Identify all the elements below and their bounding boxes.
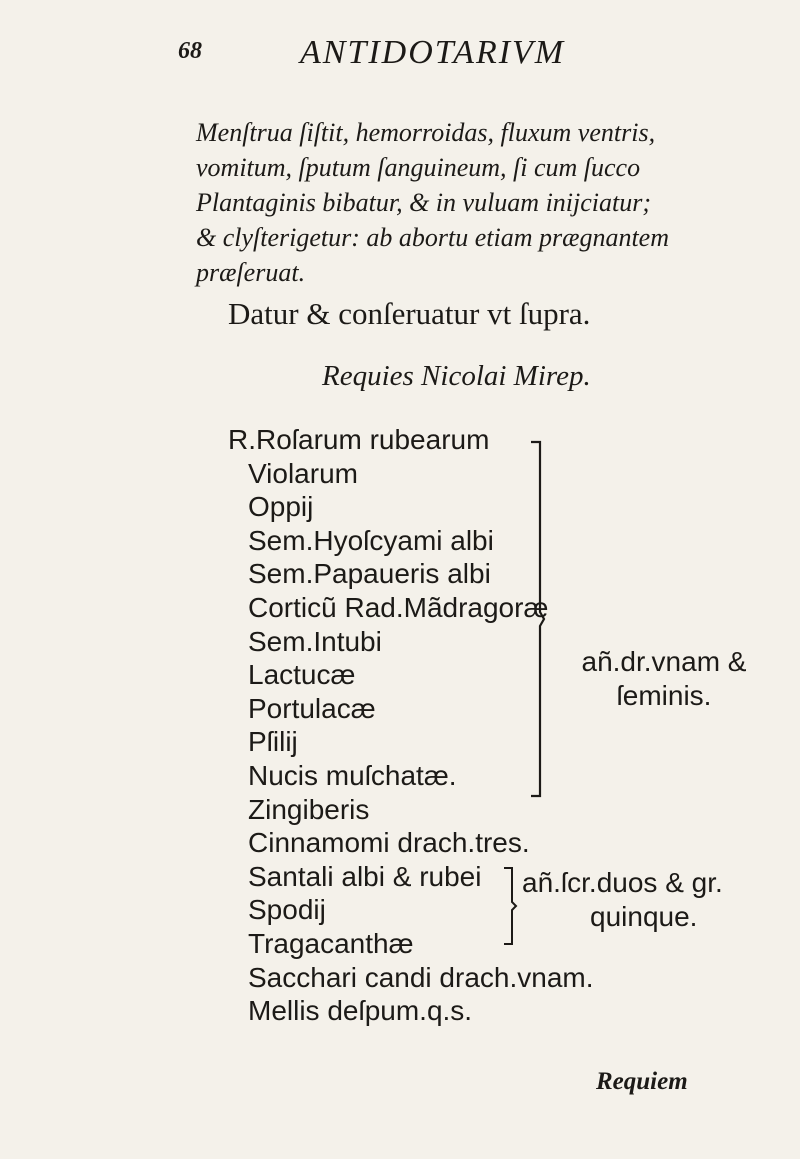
page-number: 68 bbox=[178, 38, 202, 64]
catchword: Requiem bbox=[596, 1068, 688, 1095]
recipe-title: Requies Nicolai Mirep. bbox=[322, 360, 591, 392]
ingredient-line: Sem.Hyoſcyami albi bbox=[248, 524, 494, 556]
paragraph-line: Menſtrua ſiſtit, hemorroidas, fluxum ventris, bbox=[196, 118, 656, 147]
ingredient-line: Pſilij bbox=[248, 726, 298, 758]
ingredient-line: Sacchari candi drach.vnam. bbox=[248, 961, 594, 993]
indication-paragraph bbox=[196, 115, 741, 290]
ingredient-line: Oppij bbox=[248, 491, 314, 523]
amount-line: quinque. bbox=[590, 901, 698, 932]
ingredient-line: Portulacæ bbox=[248, 692, 376, 724]
ingredient-line: Mellis deſpum.q.s. bbox=[248, 995, 473, 1027]
amount-line: ſeminis. bbox=[616, 680, 712, 711]
group2-amount bbox=[522, 866, 782, 934]
ingredient-line: Sem.Papaueris albi bbox=[248, 558, 491, 590]
paragraph-line: præſeruat. bbox=[196, 258, 306, 287]
ingredient-line: Sem.Intubi bbox=[248, 625, 382, 657]
group1-amount bbox=[549, 645, 779, 713]
brace-group-1 bbox=[528, 440, 546, 798]
paragraph-line: & clyſterigetur: ab abortu etiam prægnantem bbox=[196, 223, 670, 252]
ingredient-line: Tragacanthæ bbox=[248, 927, 414, 959]
ingredient-line: Santali albi & rubei bbox=[248, 860, 482, 892]
paragraph-line: Plantaginis bibatur, & in vuluam inijciatur; bbox=[196, 188, 651, 217]
ingredient-line: Zingiberis bbox=[248, 793, 370, 825]
amount-line: añ.dr.vnam & bbox=[581, 646, 747, 677]
running-title: ANTIDOTARIVM bbox=[300, 34, 566, 71]
ingredient-line: Spodij bbox=[248, 894, 326, 926]
ingredient-line: R.Roſarum rubearum bbox=[228, 424, 490, 455]
amount-line: añ.ſcr.duos & gr. bbox=[522, 867, 723, 898]
ingredient-line: Corticũ Rad.Mãdragoræ bbox=[248, 591, 549, 623]
ingredient-line: Cinnamomi drach.tres. bbox=[248, 827, 530, 859]
ingredient-line: Violarum bbox=[248, 457, 358, 489]
ingredient-line: Lactucæ bbox=[248, 659, 356, 691]
ingredient-line: Nucis muſchatæ. bbox=[248, 759, 457, 791]
datur-line: Datur & conſeruatur vt ſupra. bbox=[228, 296, 591, 331]
brace-group-2 bbox=[502, 866, 518, 946]
paragraph-line: vomitum, ſputum ſanguineum, ſi cum ſucco bbox=[196, 153, 641, 182]
